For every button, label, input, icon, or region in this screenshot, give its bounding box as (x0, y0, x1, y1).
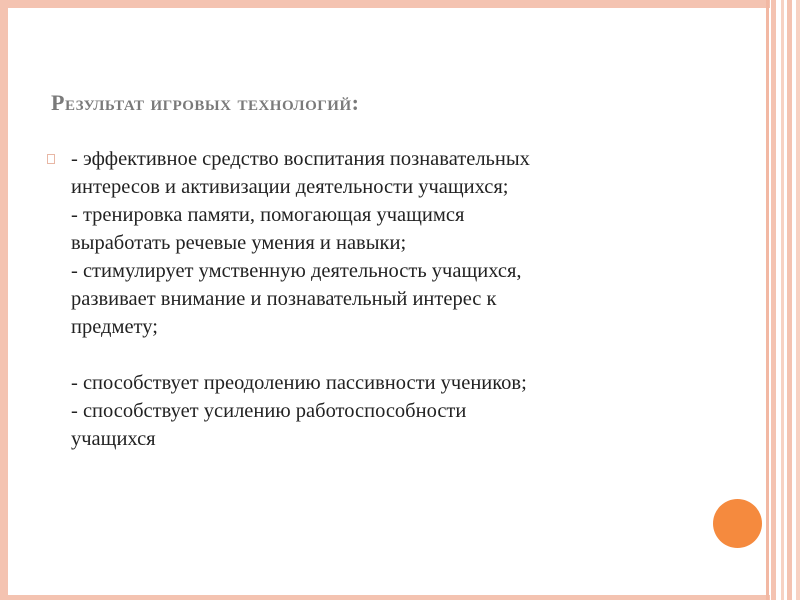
body-line: - эффективное средство воспитания познавательных (71, 148, 530, 170)
slide-border-left (0, 0, 8, 600)
slide-title: Результат игровых технологий: (51, 90, 360, 115)
body-line: - способствует усилению работоспособности (71, 400, 467, 422)
body-line: интересов и активизации деятельности учащихся; (71, 176, 509, 198)
slide-border-top (0, 0, 800, 8)
body-line: - тренировка памяти, помогающая учащимся (71, 204, 465, 226)
decorative-stripe (771, 0, 776, 600)
body-line: - стимулирует умственную деятельность учащихся, (71, 260, 522, 282)
decorative-stripe (781, 0, 784, 600)
body-line: развивает внимание и познавательный интерес к (71, 288, 497, 310)
body-line: - способствует преодолению пассивности учеников; (71, 372, 527, 394)
slide-border-bottom (0, 595, 800, 600)
decorative-stripe (796, 0, 800, 600)
paragraph-gap (71, 341, 731, 369)
decorative-stripe (787, 0, 792, 600)
body-line: предмету; (71, 316, 158, 338)
decorative-circle-icon (713, 499, 762, 548)
body-line: выработать речевые умения и навыки; (71, 232, 407, 254)
decorative-stripe (766, 0, 769, 600)
bullet-marker-icon (47, 154, 55, 164)
body-line: учащихся (71, 428, 156, 450)
slide-body-text (71, 145, 731, 453)
